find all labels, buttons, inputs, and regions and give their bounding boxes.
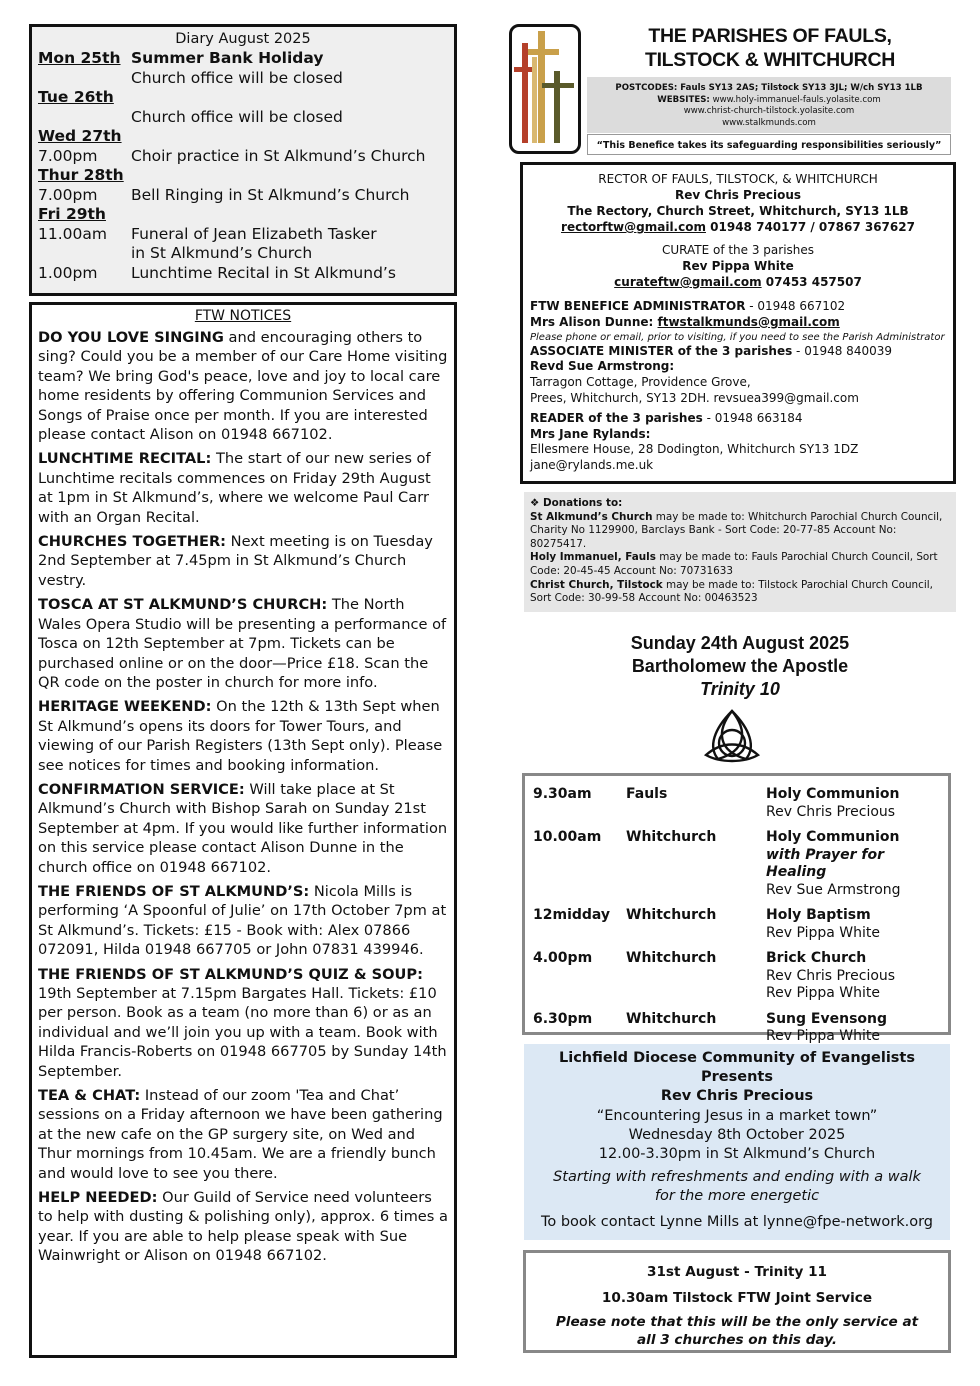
service-time: 6.30pm: [533, 1010, 593, 1027]
notice-body: On the 12th & 13th Sept when St Alkmund’s opens its doors for Tower Tours, and viewing of our Parish Registers (13th Sept only). Please see notices for times and booking information.: [38, 698, 443, 774]
diary-time: 1.00pm: [38, 263, 98, 282]
service-minister: Rev Pippa White: [766, 1028, 880, 1044]
service-row: [533, 1011, 940, 1046]
evangelists-line6: 12.00-3.30pm in St Alkmund’s Church: [598, 1146, 876, 1163]
websites-line: [587, 95, 951, 107]
diary-event: Summer Bank Holiday: [131, 49, 324, 67]
diary-time: [38, 244, 131, 264]
notice-heading: HERITAGE WEEKEND:: [38, 698, 212, 716]
notices-box: [29, 302, 457, 1358]
notice-item: [38, 780, 448, 877]
service-row: [533, 950, 940, 1003]
service-extra: with Prayer for Healing: [766, 846, 885, 880]
evangelists-line4: “Encountering Jesus in a market town”: [596, 1107, 878, 1124]
trinity11-line4: all 3 churches on this day.: [637, 1332, 837, 1348]
parishes-title: [590, 24, 950, 72]
dark-cross-beam: [542, 83, 574, 88]
service-minister: Rev Chris Precious: [766, 803, 896, 820]
diary-time: Tue 26th: [38, 88, 114, 106]
reader-address: Ellesmere House, 28 Dodington, Whitchurch SY13 1DZ: [530, 442, 859, 457]
service-title: Holy Baptism: [766, 907, 871, 923]
parishes-title-line1: THE PARISHES OF FAULS,: [648, 25, 892, 47]
diary-row: [38, 166, 448, 186]
notice-body: Nicola Mills is performing ‘A Spoonful of Julie’ on 17th October 7pm at St Alkmund’s. Tickets: £15 - Book with: Alex 07866 072091, Hilda 01948 667705 or John 07831 439946.: [38, 882, 447, 959]
assoc-address2: Prees, Whitchurch, SY13 2DH. revsuea399@gmail.com: [530, 390, 859, 405]
notice-heading: THE FRIENDS OF ST ALKMUND’S:: [38, 882, 310, 900]
sunday-feast: Bartholomew the Apostle: [631, 656, 849, 676]
trinity11-line1: 31st August - Trinity 11: [646, 1264, 828, 1280]
postcodes: POSTCODES: Fauls SY13 2AS; Tilstock SY13 3JL; W/ch SY13 1LB: [615, 83, 923, 93]
donation-item: [530, 579, 950, 606]
evangelists-box: [524, 1044, 950, 1240]
service-time: 9.30am: [533, 786, 592, 802]
donations-title: Donations to:: [542, 497, 623, 509]
reader-title: READER of the 3 parishes: [530, 410, 703, 425]
diary-time: Mon 25th: [38, 49, 121, 67]
evangelists-line8: for the more energetic: [654, 1188, 820, 1205]
notice-body: 19th September at 7.15pm Bargates Hall. Tickets: £10 per person. Book as a team (no more than 6) or as an individual and we’ll join you up with a team. Book with Hilda Francis-Roberts on 01948 667705 by Sunday 14th September.: [38, 985, 447, 1080]
notice-heading: CHURCHES TOGETHER:: [38, 533, 227, 551]
service-title: Holy Communion: [766, 786, 900, 802]
curate-name: Rev Pippa White: [682, 259, 794, 273]
admin-phone: - 01948 667102: [745, 299, 846, 313]
service-place: Whitchurch: [626, 1010, 717, 1027]
trinity11-box: [523, 1250, 951, 1353]
notice-body: Our Guild of Service need volunteers to help with dusting & polishing only), approx. 6 times a year. If you are able to help please speak with Sue Wainwright or Alison on 01948 667102.: [38, 1189, 448, 1265]
rector-contact: [530, 219, 946, 235]
notice-item: [38, 449, 448, 527]
websites-label: WEBSITES:: [657, 94, 710, 105]
diary-time: Wed 27th: [38, 127, 122, 145]
donations-list: [530, 511, 950, 606]
website-fauls[interactable]: www.holy-immanuel-fauls.yolasite.com: [712, 94, 881, 105]
notice-item: [38, 328, 448, 444]
notice-item: [38, 882, 448, 960]
pale-cross-upright: [532, 57, 537, 143]
diary-time: 11.00am: [38, 224, 107, 243]
notice-heading: TEA & CHAT:: [38, 1087, 141, 1105]
notice-list: [38, 328, 448, 1266]
notice-body: The North Wales Opera Studio will be presenting a performance of Tosca on 12th September at 7pm. Tickets can be purchased online or on the door—Price £18. Scan the QR code on the poster in church for more info.: [38, 596, 447, 691]
diary-row: [38, 147, 448, 167]
evangelists-line5: Wednesday 8th October 2025: [628, 1126, 846, 1143]
service-place: Whitchurch: [626, 829, 717, 845]
assoc-name: Revd Sue Armstrong:: [530, 359, 675, 374]
rector-name: Rev Chris Precious: [674, 188, 802, 202]
service-row: [533, 907, 940, 942]
diary-event: Church office will be closed: [131, 107, 343, 126]
sunday-date: Sunday 24th August 2025: [630, 633, 850, 653]
donation-item: [530, 511, 950, 552]
rector-address: The Rectory, Church Street, Whitchurch, SY13 1LB: [567, 204, 909, 218]
notice-body: Next meeting is on Tuesday 2nd September at 7.45pm in St Alkmund’s Church vestry.: [38, 533, 433, 589]
diary-event: Lunchtime Recital in St Alkmund’s: [131, 263, 396, 282]
notice-body: The start of our new series of Lunchtime recitals commences on Friday 29th August at 1pm in St Alkmund’s, where we welcome Paul Carr with an Organ Recital.: [38, 450, 431, 526]
rector-email[interactable]: rectorftw@gmail.com: [561, 220, 706, 234]
reader-name: Mrs Jane Rylands:: [530, 426, 651, 441]
service-row: [533, 786, 940, 821]
diary-event: Funeral of Jean Elizabeth Tasker: [131, 224, 377, 243]
evangelists-line9: To book contact Lynne Mills at lynne@fpe-network.org: [540, 1213, 934, 1230]
service-details: [766, 950, 940, 1003]
contacts-box: [520, 162, 956, 484]
admin-line: [530, 299, 946, 315]
sunday-heading: [560, 632, 920, 701]
assoc-title: ASSOCIATE MINISTER of the 3 parishes: [530, 343, 793, 358]
diary-time: [38, 108, 131, 128]
service-minister: Rev Pippa White: [766, 985, 880, 1001]
diary-event: Choir practice in St Alkmund’s Church: [131, 146, 426, 165]
reader-email[interactable]: jane@rylands.me.uk: [530, 458, 654, 473]
donation-details: may be made to: Tilstock Parochial Church Council, Sort Code: 30-99-58 Account No: 00463523: [530, 578, 933, 605]
admin-name: Mrs Alison Dunne:: [530, 314, 658, 329]
service-place: Fauls: [626, 786, 668, 802]
notice-heading: DO YOU LOVE SINGING: [38, 329, 224, 346]
evangelists-line1: Lichfield Diocese Community of Evangelists: [558, 1050, 915, 1066]
diary-time: Thur 28th: [38, 166, 124, 184]
diary-row: [38, 186, 448, 206]
notice-heading: TOSCA AT ST ALKMUND’S CHURCH:: [38, 596, 328, 614]
diary-row: [38, 108, 448, 128]
evangelists-line7: Starting with refreshments and ending with a walk: [553, 1169, 921, 1186]
curate-phone: 07453 457507: [761, 275, 862, 289]
service-time: 4.00pm: [533, 950, 593, 966]
donations-box: [524, 492, 956, 612]
notice-body: Will take place at St Alkmund’s Church with Bishop Sarah on Sunday 21st September at 4pm. If you would like further information on this service please contact Alison Dunne in the church office on 01948 667102.: [38, 780, 448, 876]
notice-item: [38, 1188, 448, 1266]
services-list: [533, 786, 940, 1046]
diary-row: [38, 49, 448, 69]
diary-box: [29, 24, 457, 296]
service-minister: Rev Sue Armstrong: [766, 881, 901, 898]
service-time: 10.00am: [533, 829, 602, 845]
crosses-icon: [512, 27, 578, 151]
service-title: Brick Church: [766, 950, 867, 966]
service-time: 12midday: [533, 907, 611, 923]
safeguarding-statement: “This Benefice takes its safeguarding responsibilities seriously”: [587, 134, 951, 155]
services-box: [522, 773, 951, 1044]
assoc-address1: Tarragon Cottage, Providence Grove,: [530, 375, 751, 390]
donation-details: may be made to: Fauls Parochial Church Council, Sort Code: 20-45-45 Account No: 70731633: [530, 551, 938, 577]
diary-time: 7.00pm: [38, 146, 98, 165]
website-stalkmunds[interactable]: www.stalkmunds.com: [722, 117, 816, 128]
diary-row: [38, 127, 448, 147]
curate-contact: [530, 274, 946, 290]
notice-heading: LUNCHTIME RECITAL:: [38, 450, 212, 468]
donation-item: [530, 551, 950, 578]
service-row: [533, 829, 940, 899]
rector-phone: 01948 740177 / 07867 367627: [705, 220, 915, 234]
parishes-title-line2: TILSTOCK & WHITCHURCH: [644, 49, 896, 71]
diary-row: [38, 225, 448, 245]
diary-time: [38, 69, 131, 89]
admin-name-line: [530, 315, 946, 331]
reader-phone: - 01948 663184: [702, 410, 803, 425]
triquetra-icon: [700, 707, 764, 765]
rector-title: RECTOR OF FAULS, TILSTOCK, & WHITCHURCH: [598, 172, 878, 186]
service-minister: Rev Pippa White: [766, 924, 880, 941]
donation-church: St Alkmund’s Church: [530, 510, 653, 523]
diary-event: [131, 127, 448, 147]
curate-email[interactable]: curateftw@gmail.com: [614, 275, 762, 289]
service-details: [766, 786, 940, 821]
reader-line: [530, 411, 946, 427]
donations-header: [530, 497, 950, 511]
parish-logo: [509, 24, 581, 154]
service-details: [766, 1011, 940, 1046]
service-title: Sung Evensong: [766, 1010, 888, 1027]
diary-event: [131, 205, 448, 225]
notice-item: [38, 1086, 448, 1183]
service-minister: Rev Chris Precious: [766, 967, 896, 984]
admin-title: FTW BENEFICE ADMINISTRATOR: [530, 299, 746, 313]
diary-event: [131, 166, 448, 186]
red-cross-upright: [522, 43, 528, 143]
diary-event: [131, 88, 448, 108]
donation-church: Holy Immanuel, Fauls: [530, 551, 656, 564]
admin-email[interactable]: ftwstalkmunds@gmail.com: [657, 314, 840, 329]
trinity11-line2: 10.30am Tilstock FTW Joint Service: [601, 1290, 873, 1306]
diamond-bullet-icon: ❖: [530, 497, 543, 509]
trinity11-line3: Please note that this will be the only service at: [555, 1314, 919, 1330]
diary-row: [38, 244, 448, 264]
diary-event: Church office will be closed: [131, 68, 343, 87]
notice-item: [38, 595, 448, 692]
notice-body: Instead of our zoom 'Tea and Chat’ sessions on a Friday afternoon we have been gathering at the new cafe on the GP surgery site, on Wed and Thur mornings from 10.45am. We are a friendly bunch and would love to see you there.: [38, 1087, 443, 1182]
diary-title: Diary August 2025: [175, 31, 311, 47]
diary-event: in St Alkmund’s Church: [131, 244, 313, 262]
sunday-trinity: Trinity 10: [700, 679, 780, 699]
diary-row: [38, 205, 448, 225]
gold-cross-beam: [525, 49, 559, 55]
diary-rows: [38, 49, 448, 283]
curate-title: CURATE of the 3 parishes: [661, 243, 815, 257]
notice-item: [38, 697, 448, 775]
assoc-line: [530, 344, 946, 360]
service-details: [766, 907, 940, 942]
admin-note: Please phone or email, prior to visiting, if you need to see the Parish Administrator: [530, 331, 945, 343]
evangelists-line3: Rev Chris Precious: [660, 1088, 814, 1105]
notice-item: [38, 965, 448, 1081]
service-title: Holy Communion: [766, 829, 900, 845]
diary-time: Fri 29th: [38, 205, 106, 223]
notices-title: FTW NOTICES: [194, 308, 292, 324]
donation-church: Christ Church, Tilstock: [530, 578, 663, 591]
assoc-phone: - 01948 840039: [792, 343, 892, 358]
notice-heading: THE FRIENDS OF ST ALKMUND’S QUIZ & SOUP:: [38, 965, 423, 983]
notice-heading: CONFIRMATION SERVICE:: [38, 780, 245, 798]
service-place: Whitchurch: [626, 950, 717, 966]
diary-row: [38, 69, 448, 89]
postcodes-box: [587, 77, 951, 133]
service-details: [766, 829, 940, 899]
diary-event: Bell Ringing in St Alkmund’s Church: [131, 185, 410, 204]
notice-heading: HELP NEEDED:: [38, 1189, 158, 1207]
service-place: Whitchurch: [626, 907, 717, 923]
notice-body: and encouraging others to sing? Could you be a member of our Care Home visiting team? We bring God's peace, love and joy to local care home residents by offering Communion Services and Songs of Praise once per month. If you are interested please contact Alison on 01948 667102.: [38, 329, 448, 444]
notice-item: [38, 532, 448, 590]
diary-time: 7.00pm: [38, 185, 98, 204]
diary-row: [38, 264, 448, 284]
donation-details: may be made to: Whitchurch Parochial Church Council, Charity No 1129900, Barclays Bank - Sort Code: 20-77-85 Account No: 80275417.: [530, 510, 943, 550]
evangelists-line2: Presents: [701, 1069, 773, 1086]
website-tilstock[interactable]: www.christ-church-tilstock.yolasite.com: [683, 106, 855, 116]
dark-cross-upright: [554, 71, 560, 143]
diary-row: [38, 88, 448, 108]
